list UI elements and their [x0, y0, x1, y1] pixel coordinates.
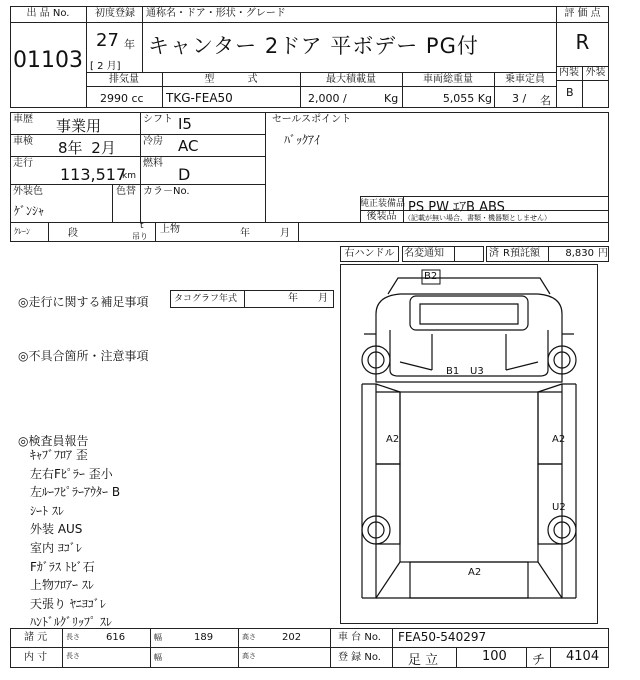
capacity-label: 乗車定員: [505, 74, 545, 85]
reg-class: 100: [482, 649, 507, 664]
shift: I5: [178, 115, 192, 133]
max-load-label: 最大積載量: [326, 74, 376, 85]
height-value: 202: [282, 632, 302, 643]
divider: [526, 647, 527, 668]
max-load-unit: Kg: [384, 92, 399, 105]
divider: [112, 184, 113, 222]
ac: AC: [178, 137, 199, 155]
dims-label: 諸 元: [24, 632, 48, 643]
model-code: TKG-FEA50: [166, 91, 233, 105]
reg-place: 足 立: [408, 653, 439, 668]
model-name: キャンター 2ドア 平ボデー PG付: [148, 34, 479, 58]
divider: [10, 22, 86, 23]
capacity-unit: 名: [540, 94, 551, 107]
first-reg-label: 初度登録: [95, 8, 135, 19]
displacement: 2990 cc: [100, 92, 144, 105]
inspection-label: 車検: [13, 136, 33, 147]
deposit-label: R預託額: [503, 248, 540, 259]
width-value: 189: [194, 632, 214, 643]
gross-weight-label: 車両総重量: [423, 74, 473, 85]
divider: [556, 22, 609, 23]
inspector-line: ﾊﾝﾄﾞﾙｸﾞﾘｯﾌﾟ ｽﾚ: [30, 615, 112, 630]
sales-point-label: セールスポイント: [272, 114, 352, 125]
driving-notes-label: ◎走行に関する補足事項: [18, 295, 149, 309]
name-change-label: 名変通知: [404, 248, 444, 259]
divider: [48, 222, 49, 242]
tachograph-label: タコグラフ年式: [174, 294, 238, 304]
length-value: 616: [106, 632, 126, 643]
mileage-label: 走行: [13, 158, 33, 169]
gross-weight: 5,055 Kg: [442, 92, 492, 105]
divider: [86, 22, 556, 23]
crane-ton: t: [140, 221, 144, 231]
divider: [238, 628, 239, 668]
color-change-label: 色替: [116, 186, 136, 197]
height-label: 高さ: [242, 633, 256, 641]
divider: [142, 6, 143, 72]
in-length-label: 長さ: [66, 652, 80, 660]
retrofit-note: （記載が無い場合、書類・機器類としません）: [404, 214, 551, 222]
inspection: 8年 2月: [58, 139, 116, 157]
grade-label: 評 価 点: [564, 8, 601, 19]
divider: [10, 647, 609, 648]
inspector-line: 外装 AUS: [30, 522, 83, 537]
inspector-label: ◎検査員報告: [18, 434, 89, 448]
divider: [140, 112, 141, 184]
retrofit-label: 後装品: [366, 211, 397, 222]
upper-month: 月: [280, 228, 290, 239]
color-no-label: カラ－No.: [143, 186, 190, 197]
interior-label: 内装: [559, 67, 579, 78]
damage-a2-left: A2: [386, 434, 400, 445]
divider: [454, 246, 455, 262]
divider: [392, 628, 393, 668]
steering: 右ハンドル: [344, 248, 395, 259]
inspector-line: 天張り ﾔﾆﾖｺﾞﾚ: [30, 596, 106, 611]
upper-year: 年: [240, 228, 250, 239]
inspector-line: ｼｰﾄ ｽﾚ: [30, 503, 64, 518]
divider: [86, 86, 556, 87]
chassis-number: FEA50-540297: [398, 630, 487, 644]
max-load: 2,000 /: [308, 92, 347, 105]
reg-number: 4104: [566, 649, 600, 664]
equipment-label: 純正装備品: [360, 199, 406, 209]
divider: [10, 156, 265, 157]
history-label: 車歴: [13, 114, 33, 125]
reg-year: 27: [96, 30, 119, 51]
divider: [140, 184, 141, 222]
mileage-unit: km: [122, 171, 136, 181]
in-height-label: 高さ: [242, 652, 256, 660]
divider: [265, 112, 266, 222]
interior-dims-label: 内 寸: [24, 652, 48, 663]
interior-grade: B: [566, 86, 574, 99]
lot-no: 01103: [13, 48, 83, 73]
crane-label: ｸﾚｰﾝ: [14, 227, 30, 236]
divider: [86, 72, 556, 73]
fuel: D: [178, 165, 191, 184]
damage-b2: B2: [424, 271, 438, 282]
sales-point: ﾊﾞｯｸｱｲ: [284, 133, 321, 147]
equipment: PS PW ｴｱB ABS: [408, 200, 505, 215]
exterior-label: 外装: [585, 67, 606, 78]
damage-u3: U3: [470, 366, 484, 377]
deposit: 8,830: [565, 248, 594, 259]
in-width-label: 幅: [154, 653, 162, 662]
ext-color-label: 外装色: [13, 186, 43, 197]
grade-value: R: [575, 30, 590, 54]
displacement-label: 排気量: [109, 74, 139, 85]
deposit-unit: 円: [598, 248, 608, 259]
ac-label: 冷房: [143, 136, 163, 147]
divider: [150, 628, 151, 668]
divider: [298, 222, 299, 242]
tacho-year: 年: [288, 293, 298, 304]
mileage: 113,517: [60, 165, 127, 184]
divider: [10, 184, 265, 185]
defects-label: ◎不具合箇所・注意事項: [18, 349, 149, 363]
crane-steps: 段: [68, 228, 78, 239]
inspector-line: Fｶﾞﾗｽ ﾄﾋﾞ石: [30, 559, 95, 574]
divider: [244, 290, 245, 308]
divider: [456, 647, 457, 668]
reg-kana: チ: [532, 653, 546, 668]
capacity: 3 /: [512, 92, 527, 105]
upper-label: 上物: [160, 224, 180, 235]
tacho-month: 月: [318, 293, 328, 304]
inspector-line: 室内 ﾖｺﾞﾚ: [30, 541, 82, 555]
model-name-label: 通称名・ドア・形状・グレード: [146, 8, 286, 19]
divider: [548, 246, 549, 262]
damage-u2: U2: [552, 502, 566, 513]
length-label: 長さ: [66, 633, 80, 641]
model-code-label: 型 式: [204, 74, 258, 85]
inspector-line: 左ﾙｰﾌﾋﾟﾗｰｱｳﾀｰ B: [30, 485, 121, 500]
fuel-label: 燃料: [143, 158, 163, 169]
divider: [62, 628, 63, 668]
divider: [330, 628, 331, 668]
reg-year-unit: 年: [124, 38, 135, 51]
ext-color: ｹﾞﾝｼｬ: [14, 204, 45, 218]
damage-a2-rear: A2: [468, 567, 482, 578]
inspector-line: 上物ﾌﾛｱｰ ｽﾚ: [30, 578, 94, 593]
divider: [155, 222, 156, 242]
history: 事業用: [56, 117, 102, 135]
width-label: 幅: [154, 633, 162, 642]
lot-no-label: 出 品 No.: [26, 8, 70, 19]
damage-b1: B1: [446, 366, 460, 377]
dimensions-table: [10, 628, 609, 668]
registration-label: 登 録 No.: [338, 652, 381, 663]
chassis-label: 車 台 No.: [338, 632, 381, 643]
reg-month: [ 2 月]: [90, 61, 121, 72]
shift-label: シフト: [143, 114, 173, 125]
inspector-line: ｷｬﾌﾞﾌﾛｱ 歪: [30, 448, 88, 462]
divider: [550, 647, 551, 668]
divider: [10, 134, 265, 135]
crane-hang: 吊り: [132, 232, 148, 241]
damage-a2-right: A2: [552, 434, 566, 445]
deposit-prefix: 済: [489, 248, 499, 259]
inspector-line: 左右Fﾋﾟﾗｰ 歪小: [30, 466, 113, 481]
